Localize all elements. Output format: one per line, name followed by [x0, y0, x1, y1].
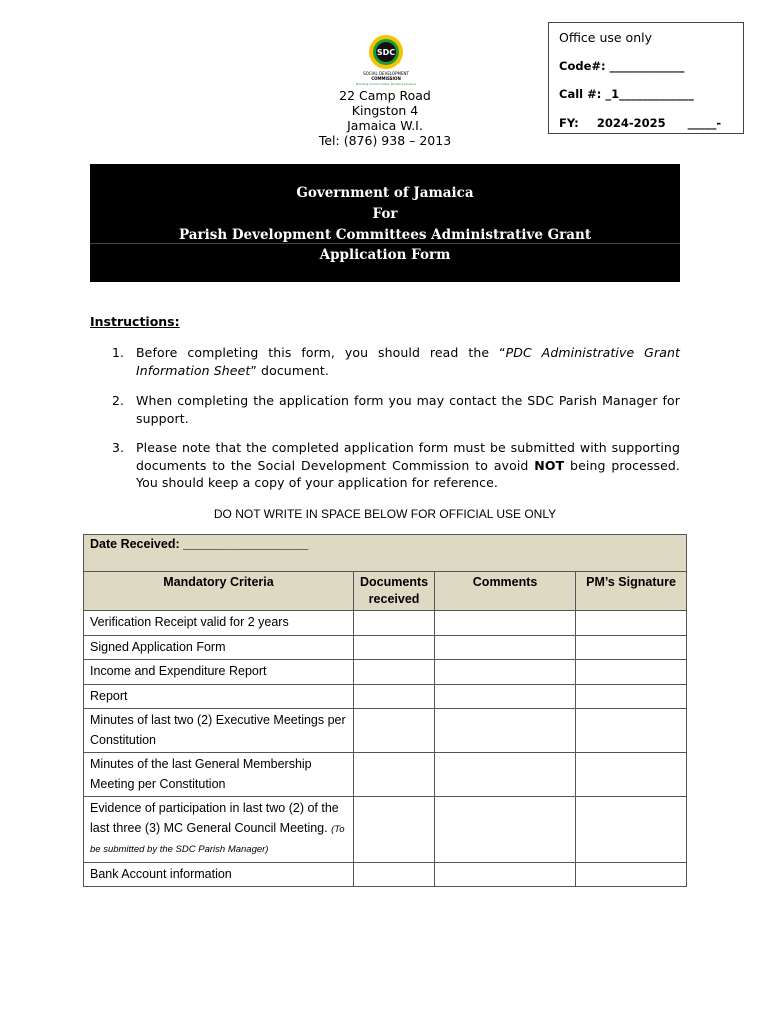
instruction-item-2 [90, 392, 680, 427]
instruction-text-part: Please note that the completed application form must be submitted with supporting documents to the Social Development Commission to avoid [136, 440, 680, 473]
address-line1: 22 Camp Road [339, 88, 431, 103]
banner-divider [90, 243, 680, 244]
instructions-title: Instructions: [90, 314, 180, 329]
address-block [285, 88, 485, 148]
official-use-table [83, 534, 687, 887]
logo-line2: COMMISSION [371, 76, 401, 81]
criteria-label: Evidence of participation in last two (2) of the last three (3) MC General Council Meeting. [90, 801, 339, 835]
date-received-row [84, 535, 687, 572]
instruction-number: 1. [112, 345, 124, 360]
instruction-number: 3. [112, 440, 124, 455]
official-use-notice: DO NOT WRITE IN SPACE BELOW FOR OFFICIAL USE ONLY [213, 507, 557, 521]
instruction-text [136, 344, 680, 379]
criteria-cell: Signed Application Form [84, 635, 354, 660]
table-row [84, 660, 687, 685]
instruction-text-part: being processed. You should keep a copy of your application for reference. [136, 457, 680, 490]
office-use-title: Office use only [559, 30, 652, 45]
instruction-text [136, 439, 680, 492]
office-use-box [548, 22, 744, 134]
instruction-emphasis: PDC Administrative Grant Information Sheet [136, 345, 680, 378]
office-call-field: Call #: _1_____________ [559, 87, 694, 101]
table-header-row [84, 572, 687, 611]
criteria-cell: Verification Receipt valid for 2 years [84, 611, 354, 636]
title-banner [90, 164, 680, 282]
instruction-text-part: Before completing this form, you should read the “ [136, 345, 506, 360]
banner-line2: For [372, 206, 398, 222]
documents-received-cell[interactable] [354, 660, 435, 685]
logo-tagline: Building Communities, Building Jamaica [356, 82, 416, 86]
logo-badge-text: SDC [376, 48, 396, 57]
criteria-cell: Income and Expenditure Report [84, 660, 354, 685]
documents-received-cell[interactable] [354, 753, 435, 797]
instruction-number: 2. [112, 393, 124, 408]
documents-received-cell[interactable] [354, 797, 435, 863]
criteria-cell [84, 797, 354, 863]
banner-line1: Government of Jamaica [296, 185, 474, 201]
documents-received-cell[interactable] [354, 709, 435, 753]
criteria-cell: Minutes of the last General Membership Meeting per Constitution [84, 753, 354, 797]
table-row [84, 635, 687, 660]
office-fy-value: 2024-2025 [596, 116, 666, 130]
comments-cell[interactable] [435, 797, 576, 863]
sdc-logo-emblem [356, 34, 416, 90]
documents-received-cell[interactable] [354, 862, 435, 887]
instruction-item-1 [90, 344, 680, 379]
header-mandatory-criteria: Mandatory Criteria [84, 572, 354, 611]
pm-signature-cell[interactable] [576, 611, 687, 636]
table-row [84, 797, 687, 863]
office-fy-field [559, 116, 721, 130]
instruction-text: When completing the application form you may contact the SDC Parish Manager for support. [136, 393, 680, 426]
header-pm-signature: PM’s Signature [576, 572, 687, 611]
table-row [84, 709, 687, 753]
criteria-cell: Report [84, 684, 354, 709]
documents-received-cell[interactable] [354, 684, 435, 709]
address-line2: Kingston 4 [351, 103, 419, 118]
logo-line1: SOCIAL DEVELOPMENT [363, 71, 409, 76]
instruction-item-3 [90, 439, 680, 492]
address-phone: Tel: (876) 938 – 2013 [318, 133, 452, 148]
comments-cell[interactable] [435, 684, 576, 709]
criteria-cell: Bank Account information [84, 862, 354, 887]
pm-signature-cell[interactable] [576, 753, 687, 797]
documents-received-cell[interactable] [354, 635, 435, 660]
instruction-strong: NOT [534, 457, 565, 473]
pm-signature-cell[interactable] [576, 684, 687, 709]
comments-cell[interactable] [435, 753, 576, 797]
documents-received-cell[interactable] [354, 611, 435, 636]
table-row [84, 753, 687, 797]
sdc-logo [356, 34, 416, 90]
criteria-note: (To be submitted by the SDC Parish Manager) [90, 823, 345, 855]
office-code-field: Code#: _____________ [559, 59, 685, 73]
comments-cell[interactable] [435, 862, 576, 887]
table-row [84, 611, 687, 636]
date-received-field: Date Received: __________________ [84, 535, 687, 572]
pm-signature-cell[interactable] [576, 797, 687, 863]
header-comments: Comments [435, 572, 576, 611]
pm-signature-cell[interactable] [576, 635, 687, 660]
instruction-text-part: ” document. [250, 362, 329, 378]
comments-cell[interactable] [435, 635, 576, 660]
comments-cell[interactable] [435, 611, 576, 636]
banner-line4: Application Form [319, 247, 451, 263]
office-fy-blank: _____- [687, 116, 722, 130]
criteria-cell: Minutes of last two (2) Executive Meetings per Constitution [84, 709, 354, 753]
pm-signature-cell[interactable] [576, 660, 687, 685]
pm-signature-cell[interactable] [576, 709, 687, 753]
header-documents-received: Documents received [354, 572, 435, 611]
banner-line3: Parish Development Committees Administrative Grant [178, 227, 592, 243]
address-line3: Jamaica W.I. [347, 118, 423, 133]
office-fy-label: FY: [559, 116, 579, 130]
comments-cell[interactable] [435, 709, 576, 753]
comments-cell[interactable] [435, 660, 576, 685]
table-row [84, 862, 687, 887]
pm-signature-cell[interactable] [576, 862, 687, 887]
table-row [84, 684, 687, 709]
